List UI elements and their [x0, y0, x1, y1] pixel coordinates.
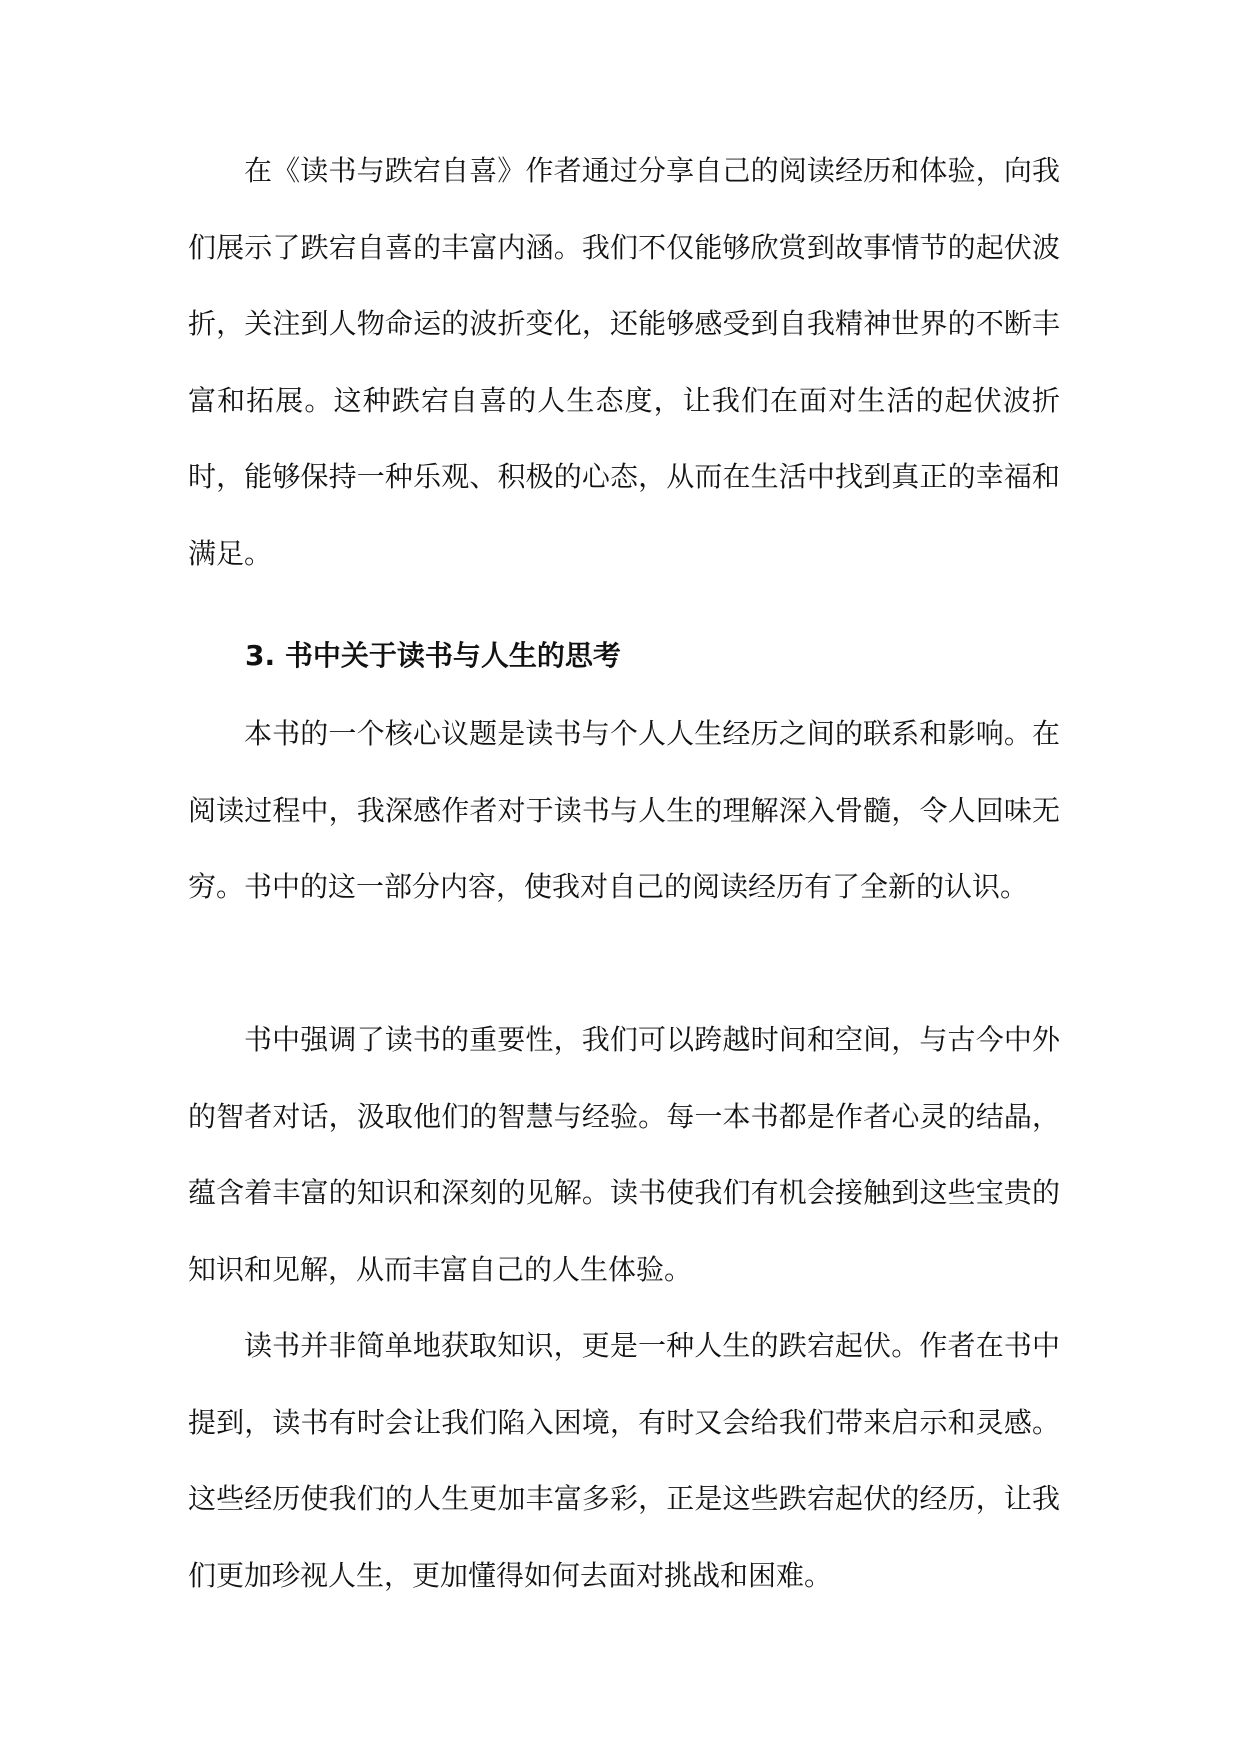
- section-heading: 3. 书中关于读书与人生的思考: [245, 639, 621, 672]
- paragraph-ups-and-downs: 读书并非简单地获取知识，更是一种人生的跌宕起伏。作者在书中提到，读书有时会让我们陷入困境，有时又会给我们带来启示和灵感。这些经历使我们的人生更加丰富多彩，正是这些跌宕起伏的经历，让我们更加珍视人生，更加懂得如何去面对挑战和困难。: [188, 1329, 1060, 1592]
- paragraph-importance-of-reading: 书中强调了读书的重要性，我们可以跨越时间和空间，与古今中外的智者对话，汲取他们的智慧与经验。每一本书都是作者心灵的结晶，蕴含着丰富的知识和深刻的见解。读书使我们有机会接触到这些宝贵的知识和见解，从而丰富自己的人生体验。: [188, 1023, 1060, 1286]
- paragraph-reading-experience: 在《读书与跌宕自喜》作者通过分享自己的阅读经历和体验，向我们展示了跌宕自喜的丰富内涵。我们不仅能够欣赏到故事情节的起伏波折，关注到人物命运的波折变化，还能够感受到自我精神世界的不断丰富和拓展。这种跌宕自喜的人生态度，让我们在面对生活的起伏波折时，能够保持一种乐观、积极的心态，从而在生活中找到真正的幸福和满足。: [188, 154, 1060, 570]
- paragraph-core-topic: 本书的一个核心议题是读书与个人人生经历之间的联系和影响。在阅读过程中，我深感作者对于读书与人生的理解深入骨髓，令人回味无穷。书中的这一部分内容，使我对自己的阅读经历有了全新的认识。: [188, 717, 1060, 903]
